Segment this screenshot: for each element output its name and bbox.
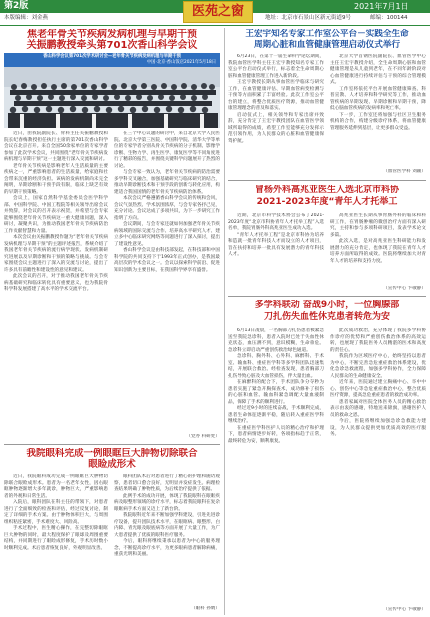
column-divider xyxy=(224,28,225,615)
article2-col1: 近日，我院眼科成功完成一例眼眶巨大肿物切除联合眼睑成形术。患者为一名老年女性，因右眼眶肿物逐渐增大多年就诊，肿物巨大，严重影响患者的外观和日常生活。 入院后，眼科团队在科主任的带领下，对患者进行了全面细致的检查和评估，经过反复讨论，制定了详细的手术方案。由于肿物体积巨大，与周围组织粘连紧密，手术难度大、风险高。 手术过程中，医生精心操作，在完整切除眼眶巨大肿物的同时，最大程度保护了眼球及周围重要结构，并同期进行了眼睑成形修复，手术历时数小时顺利完成。术后患者恢复良好，外观明显改善。 xyxy=(4,474,108,551)
page-number: 第2版 xyxy=(4,1,29,11)
page-header xyxy=(0,0,430,27)
article1-byline: （党办 科研处） xyxy=(186,434,220,439)
header-rule xyxy=(0,25,430,26)
article2-col2: 眼科团队术后对患者进行了精心的护理和随访观察，患者切口愈合良好，无明显并发症发生。病理检查结果明确了肿物性质，为后续治疗提供了依据。 此例手术的成功开展，体现了我院眼科在眼眶疾病及眼整形领域的诊疗水平，标志着我院眼科在复杂眼眶病手术方面又迈上了新台阶。 我院眼科近年来不断加强学科建设，引进先进诊疗设备，提升团队技术水平，在眼眶病、眼整形、白内障、青光眼及眼底病等方面开展了大量工作，为广大患者提供了优质的眼科医疗服务。 今后，眼科将继续秉承以患者为中心的服务理念，不断提高诊疗水平，为更多眼病患者解除病痛，重获光明和美丽。 xyxy=(114,474,220,557)
section-logo: 医苑之窗 xyxy=(183,1,253,23)
article2-byline: （眼科 孙婧） xyxy=(190,606,220,611)
issue-date: 2021年7月1日 xyxy=(354,2,409,11)
article5-byline: （宣传中心 卞敬静） xyxy=(383,607,426,612)
editor-credit: 本版编辑：刘金燕 xyxy=(4,15,49,21)
photo-banner: 香山科学会议第701次学术研讨会—老年骨关节疾病发病机理与早期干预 中国·北京·香山饭店2021年5月18日 xyxy=(4,53,220,67)
divider xyxy=(228,296,426,297)
article4-byline: （宣传中心 卞敬静） xyxy=(383,286,426,291)
article5-col1: 6月13日凌晨，一名胸部刀扎伤患者被紧急送至我院急诊科，患者入院时已处于失血性休克状态，血压测不到，意识模糊，生命垂危。急诊科立即启动严重创伤救治绿色通道。 急诊科、胸外科、心外科、麻醉科、手术室、输血科、重症医学科等多学科团队迅速集结，开展联合救治。经检查发现，患者胸部刀扎伤导致心脏及大血管损伤，伴大量出血。 在麻醉科的配合下，手术团队争分夺秒为患者实施了紧急开胸探查术，成功修补了损伤的心脏和血管。输血科紧急调配大量血液制品，保障了手术的顺利进行。 经过近9小时的连续奋战，手术顺利完成，患者生命体征逐渐平稳，随后转入重症医学科继续治疗。 在重症医学科医护人员的精心治疗和护理下，患者病情逐步好转，各项指标趋于正常，最终转危为安，顺利康复。 xyxy=(228,328,324,444)
article5-col2: 此次成功救治，充分体现了我院多学科协作诊疗的优势和严重创伤救治体系的高效运转，也展现了我院医务人员精湛的医术和高度的责任心。 我院作为区域医疗中心，始终坚持以患者为中心，不断完善急危重症救治体系建设，优化急诊急救流程，加强多学科协作，全力保障人民群众的生命健康安全。 近年来，医院通过建立胸痛中心、卒中中心、创伤中心等急危重症救治中心，整合优质医疗资源，提高急危重症患者的救治成功率。 患者家属对医院全体医务人员的精心救治表示由衷的感谢，特地送来锦旗，感谢医护人员的救命之恩。 今后，医院将继续加强急诊急救能力建设，为人民群众提供更加优质高效的医疗服务。 xyxy=(330,328,426,437)
article4-title: 冒杨外科高兆亚医生入选北京市科协 2021-2023年度“青年人才托举工 xyxy=(254,185,399,207)
address: 地址：北京市石景山区新元街道9号 xyxy=(265,15,352,21)
postcode: 邮编：100144 xyxy=(370,15,408,21)
article1-title: 焦老年骨关节疾病发病机理与早期干预 关振鹏教授牵头第701次香山科学会议 xyxy=(26,29,198,51)
article2-title: 我院眼科完成一例眼眶巨大肿物切除联合 眼睑成形术 xyxy=(26,448,198,470)
article3-title: 王宏宇知名专家工作室公平台－实践全生命 周期心脏和血管健康管理启动仪式举行 xyxy=(245,29,409,50)
divider xyxy=(228,180,426,181)
divider xyxy=(4,444,220,445)
article1-col2: 在三个中心议题的研讨中，来自北京大学人民医院、北京大学第三医院、中国科学院、清华大学等单位的专家学者分别从骨关节疾病的分子机制、影像学诊断、生物力学、再生医学、康复医学等不同角度进行了精彩的报告，并围绕关键科学问题展开了热烈的讨论。 与会专家一致认为，老年骨关节疾病的防治需要多学科交叉融合，加强基础研究与临床研究的结合，推动早期诊断技术和干预手段的创新与转化应用，构建适合我国国情的老年骨关节疾病防治体系。 本次会议严格遵循香山科学会议的传统和会风，会议气氛热烈、学术氛围浓厚，与会专家各抒己见，充分讨论。会议达成了多项共识，为下一步研究工作指明了方向。 会议期间，与会专家还就如何加强老年骨关节疾病领域的国际交流与合作、培养高水平研究人才、建立多中心临床研究网络等问题进行了深入探讨，提出了建设性意见。 香山科学会议是由科技部发起，在科技部和中国科学院的共同支持下于1993年正式创办，是我国最高层次的学术会议之一。会议以探索科学前沿、促进知识创新为主要目标，在我国科学界享有盛誉。 xyxy=(114,131,220,273)
article3-col1: 6月23日，在第十一届生命科学论坛期间，我院血管医学科主任王宏宇教授知名专家工作室公平台启动仪式举行，标志着全生命周期心脏和血管健康管理工作进入新阶段。 王宏宇教授长期从事血管医学临床与研究工作，在血管健康评估、早期血管病变检测与干预等方面积累了丰富经验。此次工作室公平台的建立，将整合优质医疗资源，推动血管健康管理理念的普及和落实。 启动仪式上，相关领导和专家出席并致辞，充分肯定了王宏宇教授团队在血管医学领域所取得的成绩，希望工作室能够充分发挥示范引领作用，为人民群众的心脏和血管健康保驾护航。 xyxy=(228,54,324,144)
article4-col1: 近期，北京市科学技术协会公布了2021-2023年度“北京市科协青年人才托举工程”入选名单，我院胃肠外科高兆亚医生成功入选。 “青年人才托举工程”是北京市科协为培养和造就一批青年科技人才而设立的人才项目，旨在扶持和培养一批具有发展潜力的青年科技人才。 xyxy=(228,213,324,257)
article5-title: 多学科联动 奋战9小时，一位胸腺部 刀扎伤失血性休克患者转危为安 xyxy=(254,300,400,322)
article4-col2: 高兆亚医生长期从事胃肠外科的临床和科研工作，在胃肠肿瘤的微创治疗方面有深入研究，主持和参与多项科研项目，发表学术论文多篇。 此次入选，是对高兆亚医生科研能力和发展潜力的充分肯定，也体现了我院在青年人才培养方面所取得的成效。医院将继续加大对青年人才的培养和支持力度。 xyxy=(330,213,426,264)
group-photo xyxy=(4,53,220,128)
article3-byline: （血管医学科 刘颖） xyxy=(383,169,426,174)
article3-col2: 北京大学首钢医院副院长、血管医学中心主任王宏宇教授介绍，全生命周期心脏和血管健康管理是从儿童到老年，在不同年龄阶段对心血管健康进行持续评估与干预的综合管理模式。 工作室将依托平台开展血管健康筛查、科普宣教、人才培养和科学研究等工作，推动血管疾病的早期发现、早期诊断和早期干预，降低心脑血管疾病的发病率和死亡率。 下一步，工作室还将加强与社区卫生服务机构的合作，构建分级诊疗体系，将血管健康管理服务延伸到基层，让更多群众受益。 xyxy=(330,54,426,131)
article1-col1: 近日，由我院副院长、骨科主任关振鹏教授和院长纪春梅教授担任执行主席的第701次香山科学会议在北京召开。来自全国50余家单位的专家学者参加了此次学术会议，共同围绕“老年骨关节疾病发病机理与早期干预”这一主题进行深入交流和研讨。 老年骨关节疾病是影响老年人生活质量的主要疾病之一，严重影响患者的生活质量，给家庭和社会带来沉重的经济负担。该病的发病机制尚未完全阐明，早期诊断和干预手段有限，临床上缺乏有效的早期干预策略。 会议上，国家自然科学基金委员会医学科学部、中国科学院、中国工程院等相关领导出席会议并致辞，对会议的召开表示祝贺，并希望与会专家能够围绕老年骨关节疾病这一重大健康问题，深入研讨，凝聚共识，为推动我国老年骨关节疾病防治工作贡献智慧和力量。 本次会议由关振鹏教授作题为“老年骨关节疾病发病机理与早期干预”的主题评述报告，系统介绍了我国老年骨关节疾病的流行病学现状、发病机制研究进展以及早期诊断和干预的策略与挑战。与会专家围绕会议主题进行了深入的交流与讨论，提出了许多具有前瞻性和建设性的意见和建议。 此次会议的召开，对于推动我国老年骨关节疾病基础研究和临床转化具有重要意义，也为我院骨科学科发展搭建了高水平的学术交流平台。 xyxy=(4,131,108,292)
